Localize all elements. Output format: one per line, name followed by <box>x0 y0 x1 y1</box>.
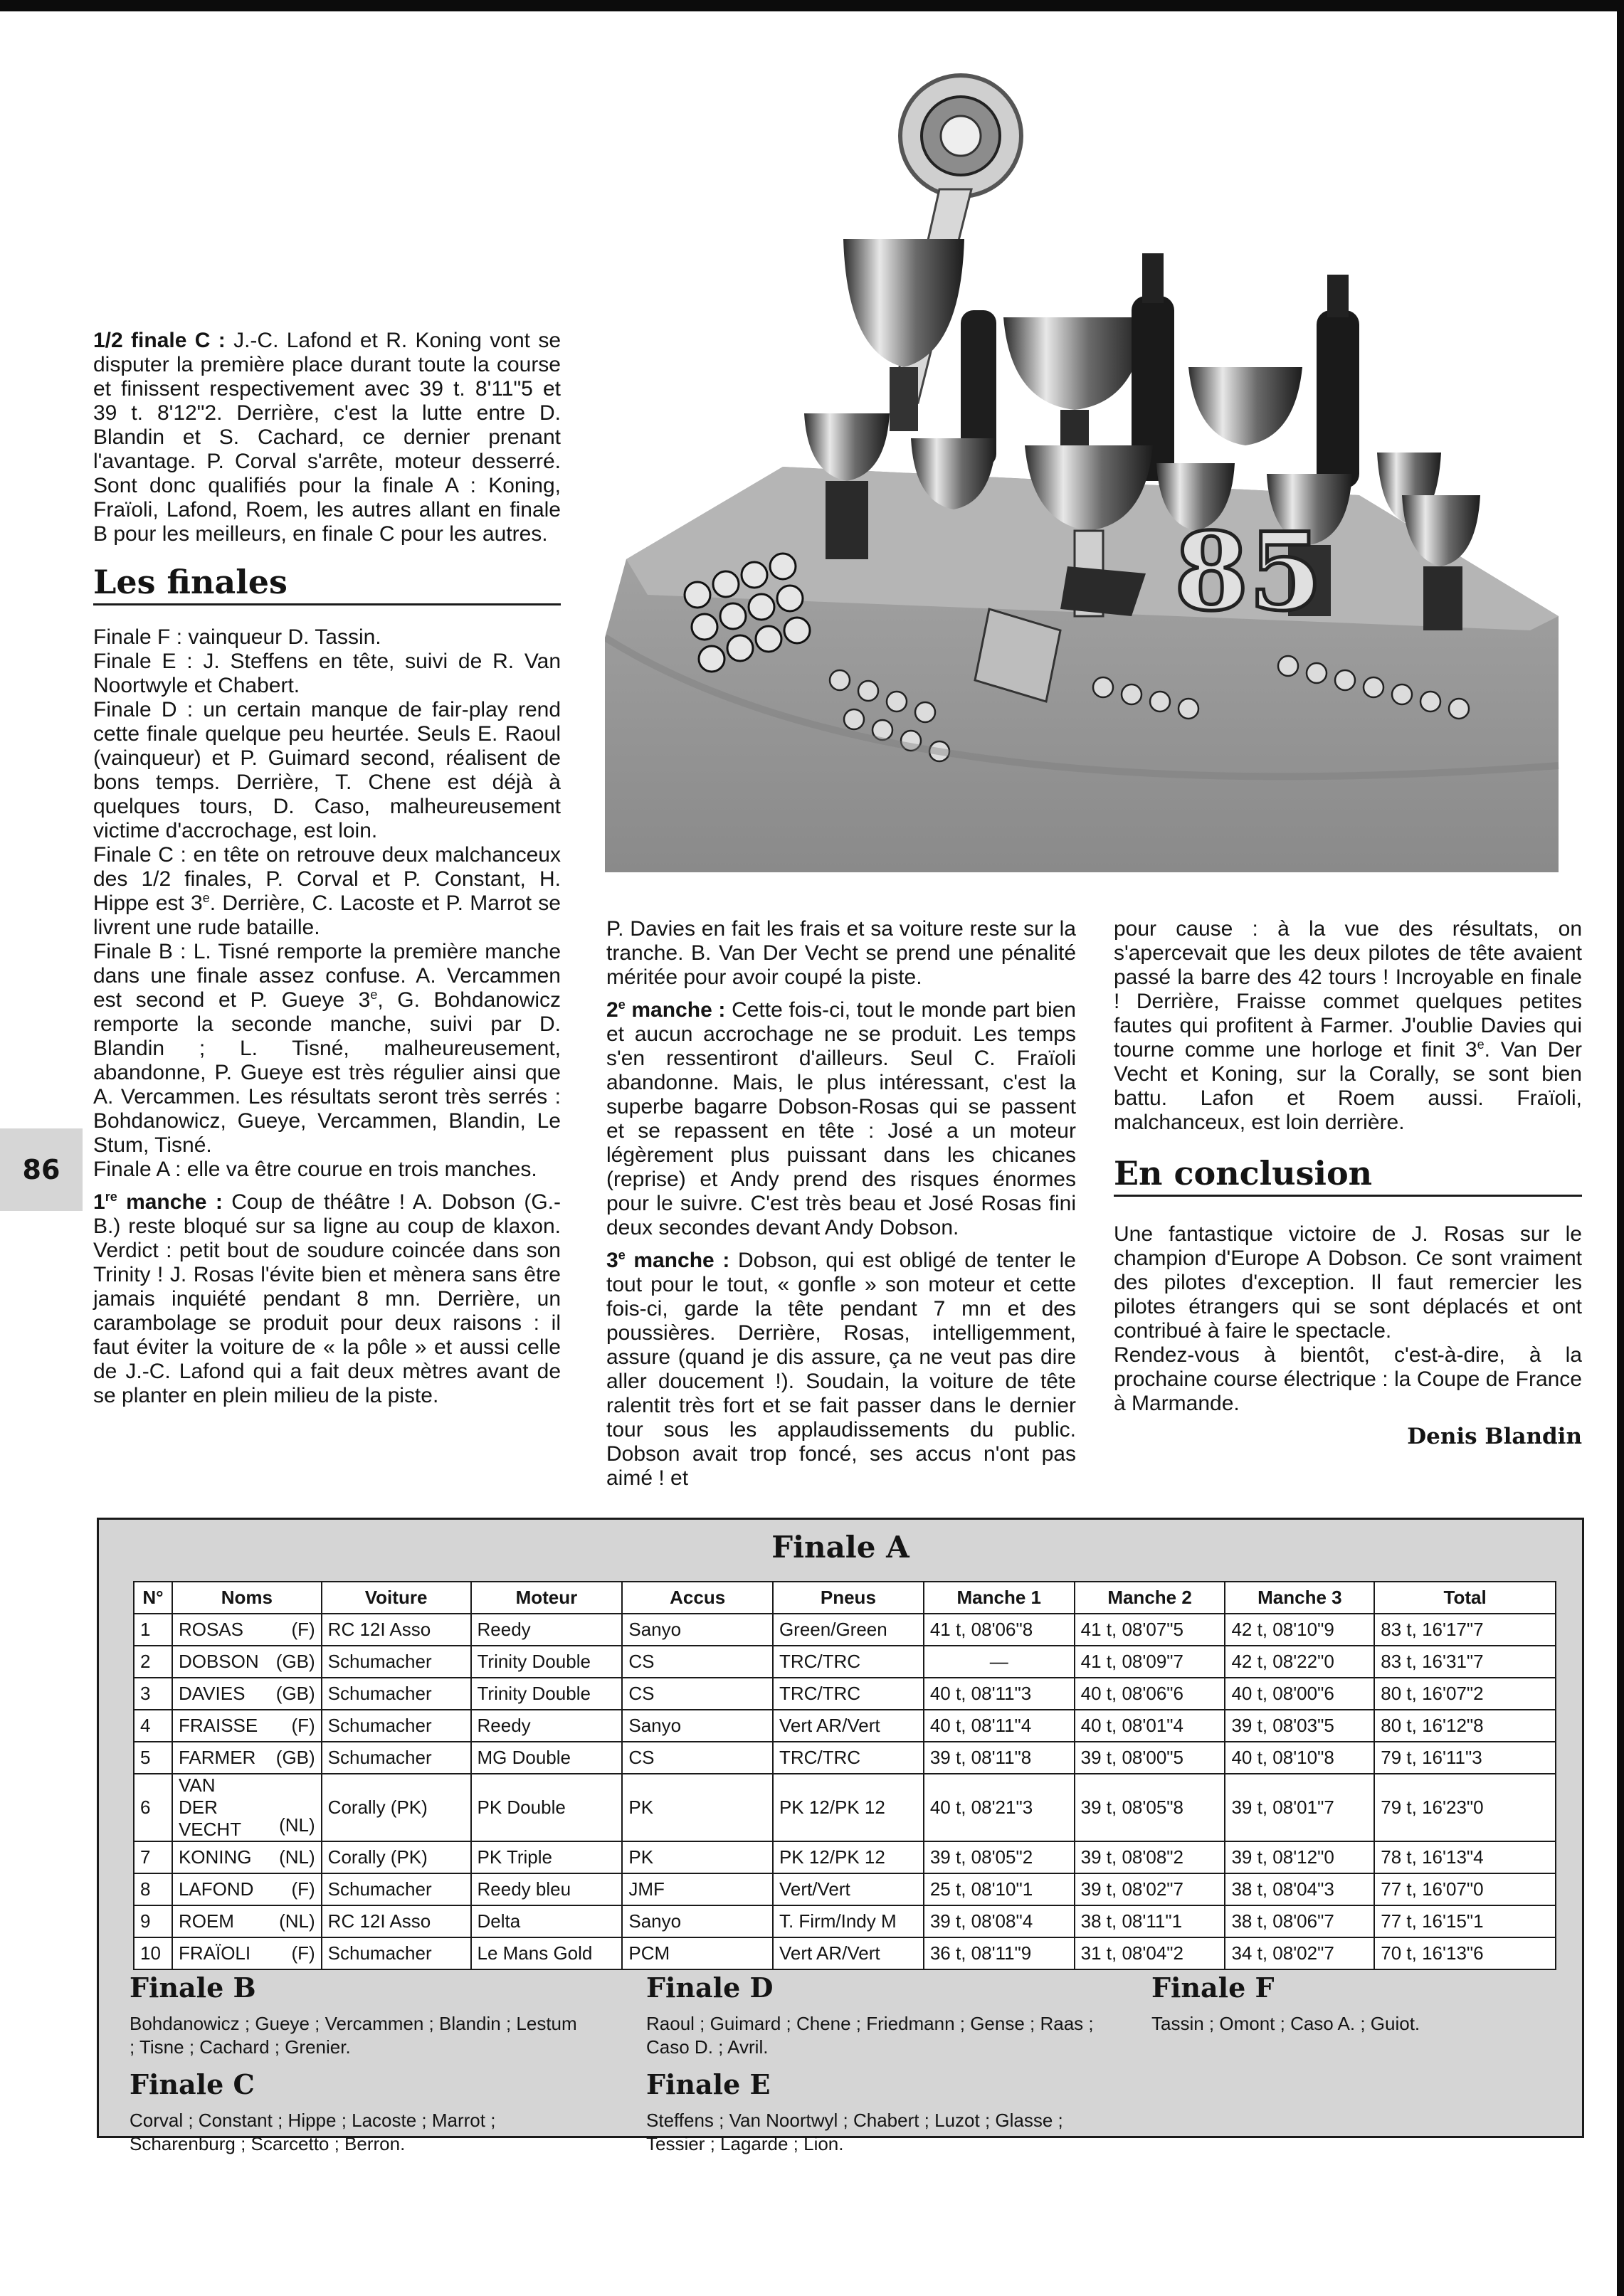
manche-1-lead <box>93 1190 223 1214</box>
finale-d-block <box>646 1971 1102 2059</box>
col-header: Manche 3 <box>1225 1582 1374 1614</box>
finale-b-paragraph <box>93 940 561 1158</box>
finale-c-block <box>130 2068 585 2156</box>
results-table-body <box>134 1614 1556 1969</box>
cell-total: 80 t, 16'12"8 <box>1374 1710 1556 1742</box>
col-header: Accus <box>622 1582 773 1614</box>
cell-voiture: RC 12I Asso <box>322 1905 471 1937</box>
cell-nom <box>172 1710 322 1742</box>
manche-3-paragraph <box>606 1249 1076 1491</box>
driver-name: FRAÏOLI <box>178 1942 251 1964</box>
cell-voiture: Corally (PK) <box>322 1774 471 1841</box>
driver-country: (NL) <box>279 1846 315 1868</box>
driver-country: (GB) <box>275 1651 315 1672</box>
col-header: N° <box>134 1582 172 1614</box>
manche-3-label: manche : <box>625 1249 730 1272</box>
cell-accus: PK <box>622 1774 773 1841</box>
cell-pneus: Vert/Vert <box>773 1873 924 1905</box>
cell-pneus: Vert AR/Vert <box>773 1937 924 1969</box>
cell-accus: CS <box>622 1742 773 1774</box>
finale-d-list: Raoul ; Guimard ; Chene ; Friedmann ; Gense ; Raas ; Caso D. ; Avril. <box>646 2013 1094 2058</box>
manche-1-paragraph <box>93 1190 561 1408</box>
cell-m1: 39 t, 08'08"4 <box>924 1905 1075 1937</box>
ordinal-sup: e <box>202 891 210 905</box>
table-row <box>134 1937 1556 1969</box>
finale-c-paragraph <box>93 843 561 940</box>
finale-f-title: Finale F <box>1151 1972 1275 2004</box>
cell-total: 77 t, 16'07"0 <box>1374 1873 1556 1905</box>
cell-accus: Sanyo <box>622 1710 773 1742</box>
cell-voiture: Schumacher <box>322 1873 471 1905</box>
col-header: Pneus <box>773 1582 924 1614</box>
cell-n: 10 <box>134 1937 172 1969</box>
finale-d-paragraph: Finale D : un certain manque de fair-play rend cette finale quelque peu heurtée. Seuls E. Raoul (vainqueur) et P. Guimard second, réalisent de bons temps. Derrière, T. Chene est déjà à quelques tours, D. Caso, malheureusement victime d'accrochage, est loin. <box>93 698 561 842</box>
table-row <box>134 1710 1556 1742</box>
table-row <box>134 1774 1556 1841</box>
cell-nom <box>172 1774 322 1841</box>
cell-m2: 40 t, 08'06"6 <box>1075 1678 1225 1710</box>
manche-2-number: 2 <box>606 998 618 1022</box>
cell-total: 80 t, 16'07"2 <box>1374 1678 1556 1710</box>
cell-total: 77 t, 16'15"1 <box>1374 1905 1556 1937</box>
cell-m3: 39 t, 08'01"7 <box>1225 1774 1374 1841</box>
right-paragraph-1-b: . Van Der Vecht et Koning, sur la Corally, se sont bien battu. Lafon et Roem aussi. Fraïoli, malchanceux, est loin derrière. <box>1114 1038 1582 1134</box>
driver-name: FRAISSE <box>178 1715 258 1736</box>
cell-accus: CS <box>622 1678 773 1710</box>
cell-nom <box>172 1905 322 1937</box>
ordinal-sup: re <box>105 1190 117 1204</box>
middle-column <box>606 917 1076 1491</box>
cell-n: 4 <box>134 1710 172 1742</box>
cell-m2: 38 t, 08'11"1 <box>1075 1905 1225 1937</box>
cell-pneus: TRC/TRC <box>773 1678 924 1710</box>
driver-country: (F) <box>291 1942 315 1964</box>
manche-1-number: 1 <box>93 1190 105 1214</box>
cell-m3: 40 t, 08'00"6 <box>1225 1678 1374 1710</box>
cell-m1: 36 t, 08'11"9 <box>924 1937 1075 1969</box>
right-paragraph-1-a: pour cause : à la vue des résultats, on s'apercevait que les deux pilotes de tête avaient passé la barre des 42 tours ! Incroyable en finale ! Derrière, Fraisse commet quelques petites fautes qui profitent à Farmer. J'oublie Davies qui tourne comme une horloge et finit 3 <box>1114 917 1582 1062</box>
col-header: Moteur <box>471 1582 623 1614</box>
cell-moteur: Trinity Double <box>471 1678 623 1710</box>
table-row <box>134 1646 1556 1678</box>
cell-nom <box>172 1937 322 1969</box>
driver-name: LAFOND <box>178 1878 254 1900</box>
driver-name: KONING <box>178 1846 252 1868</box>
finale-f-paragraph: Finale F : vainqueur D. Tassin. <box>93 625 381 649</box>
cell-accus: Sanyo <box>622 1905 773 1937</box>
cell-moteur: Reedy <box>471 1710 623 1742</box>
finale-d-title: Finale D <box>646 1972 774 2004</box>
cell-voiture: Schumacher <box>322 1678 471 1710</box>
cell-m1: 39 t, 08'05"2 <box>924 1841 1075 1873</box>
right-paragraph-1 <box>1114 917 1582 1135</box>
cell-nom <box>172 1678 322 1710</box>
right-column <box>1114 917 1582 1449</box>
manche-2-text: Cette fois-ci, tout le monde part bien et aucun accrochage ne se produit. Les temps s'en ressentiront d'ailleurs. Seul C. Fraïoli abandonne. Mais, le plus intéressant, c'est la superbe bagarre Dobson-Rosas qui se passent et se repassent en tête : José a un moteur légèrement plus puissant dans les chicanes (reprise) et Andy prend des risques énormes pour le suivre. C'est très beau et José Rosas fini deux secondes devant Andy Dobson. <box>606 998 1076 1239</box>
col-header: Voiture <box>322 1582 471 1614</box>
ordinal-sup: e <box>370 988 378 1002</box>
cell-accus: PK <box>622 1841 773 1873</box>
driver-country: (F) <box>291 1619 315 1640</box>
cell-m1: 39 t, 08'11"8 <box>924 1742 1075 1774</box>
manche-2-label: manche : <box>625 998 726 1022</box>
svg-text:85: 85 <box>1174 509 1323 635</box>
cell-n: 9 <box>134 1905 172 1937</box>
conclusion-paragraph-1: Une fantastique victoire de J. Rosas sur le champion d'Europe A Dobson. Ce sont vraiment des pilotes d'exception. Il faut remercier les pilotes étrangers qui se sont déplacés et ont contribué à faire le spectacle. <box>1114 1222 1582 1343</box>
driver-country: (F) <box>291 1715 315 1736</box>
finale-e-list: Steffens ; Van Noortwyl ; Chabert ; Luzot ; Glasse ; Tessier ; Lagarde ; Lion. <box>646 2110 1063 2154</box>
cell-m1: 40 t, 08'11"3 <box>924 1678 1075 1710</box>
finale-c-list: Corval ; Constant ; Hippe ; Lacoste ; Marrot ; Scharenburg ; Scarcetto ; Berron. <box>130 2110 496 2154</box>
cell-voiture: Schumacher <box>322 1710 471 1742</box>
cell-pneus: PK 12/PK 12 <box>773 1841 924 1873</box>
table-row <box>134 1742 1556 1774</box>
col-header: Noms <box>172 1582 322 1614</box>
cell-pneus: PK 12/PK 12 <box>773 1774 924 1841</box>
cell-m1: 40 t, 08'21"3 <box>924 1774 1075 1841</box>
cell-total: 83 t, 16'31"7 <box>1374 1646 1556 1678</box>
page-number: 86 <box>0 1128 83 1211</box>
manche-3-lead <box>606 1249 729 1272</box>
cell-nom <box>172 1646 322 1678</box>
driver-country: (GB) <box>275 1683 315 1704</box>
cell-nom <box>172 1614 322 1646</box>
cell-moteur: Reedy <box>471 1614 623 1646</box>
finale-f-list: Tassin ; Omont ; Caso A. ; Guiot. <box>1151 2013 1420 2034</box>
manche-1-label: manche : <box>117 1190 223 1214</box>
cell-m1: — <box>924 1646 1075 1678</box>
cell-m3: 38 t, 08'06"7 <box>1225 1905 1374 1937</box>
cell-moteur: Trinity Double <box>471 1646 623 1678</box>
manche-3-number: 3 <box>606 1249 618 1272</box>
cell-pneus: Green/Green <box>773 1614 924 1646</box>
cell-accus: Sanyo <box>622 1614 773 1646</box>
author-signature: Denis Blandin <box>1407 1424 1582 1449</box>
semifinal-c-lead: 1/2 finale C : <box>93 329 226 352</box>
conclusion-paragraph-2: Rendez-vous à bientôt, c'est-à-dire, à la prochaine course électrique : la Coupe de France à Marmande. <box>1114 1343 1582 1415</box>
results-title: Finale A <box>771 1530 909 1565</box>
cell-moteur: PK Triple <box>471 1841 623 1873</box>
cell-m1: 25 t, 08'10"1 <box>924 1873 1075 1905</box>
driver-country: (NL) <box>279 1910 315 1932</box>
cell-m2: 41 t, 08'07"5 <box>1075 1614 1225 1646</box>
driver-country: (F) <box>291 1878 315 1900</box>
cell-n: 1 <box>134 1614 172 1646</box>
cell-n: 2 <box>134 1646 172 1678</box>
cell-total: 70 t, 16'13"6 <box>1374 1937 1556 1969</box>
cell-pneus: T. Firm/Indy M <box>773 1905 924 1937</box>
finale-b-block <box>130 1971 585 2059</box>
cell-total: 83 t, 16'17"7 <box>1374 1614 1556 1646</box>
col-header: Manche 1 <box>924 1582 1075 1614</box>
manche-1-text: Coup de théâtre ! A. Dobson (G.-B.) reste bloqué sur sa ligne au coup de klaxon. Verdict : petit bout de soudure coincée dans son Trinity ! J. Rosas l'évite bien et mènera sans être jamais inquiété pendant 8 mn. Derrière, un carambolage se produit pour deux raisons : il faut éviter la voiture de « la pôle » et aussi celle de J.-C. Lafond qui a fait deux mètres avant de se planter en plein milieu de la piste. <box>93 1190 561 1407</box>
cell-m3: 39 t, 08'03"5 <box>1225 1710 1374 1742</box>
finale-b-list: Bohdanowicz ; Gueye ; Vercammen ; Blandin ; Lestum ; Tisne ; Cachard ; Grenier. <box>130 2013 577 2058</box>
finale-a-paragraph: Finale A : elle va être courue en trois manches. <box>93 1158 537 1181</box>
finale-f-block <box>1151 1971 1550 2036</box>
cell-m2: 39 t, 08'02"7 <box>1075 1873 1225 1905</box>
driver-name: VAN DER VECHT <box>178 1774 242 1840</box>
cell-n: 7 <box>134 1841 172 1873</box>
driver-name: FARMER <box>178 1747 256 1768</box>
mid-paragraph-1: P. Davies en fait les frais et sa voiture reste sur la tranche. B. Van Der Vecht se prend une pénalité méritée pour avoir coupé la piste. <box>606 917 1076 989</box>
left-column <box>93 329 561 1408</box>
driver-name: ROEM <box>178 1910 234 1932</box>
cell-m3: 38 t, 08'04"3 <box>1225 1873 1374 1905</box>
cell-voiture: Schumacher <box>322 1646 471 1678</box>
table-row <box>134 1678 1556 1710</box>
cell-moteur: MG Double <box>471 1742 623 1774</box>
table-row <box>134 1905 1556 1937</box>
manche-3-text: Dobson, qui est obligé de tenter le tout pour le tout, « gonfle » son moteur et cette fois-ci, garde la tête pendant 7 mn et des poussières. Derrière, Rosas, intelligemment, assure (quand je dis assure, ça ne veut pas dire aller doucement !). Soudain, la voiture de tête ralentit très fort et se fait passer dans le dernier tour sous les applaudissements du public. Dobson avait trop foncé, ses accus n'ont pas aimé ! et <box>606 1249 1076 1490</box>
section-heading-conclusion: En conclusion <box>1114 1153 1582 1197</box>
ordinal-sup: e <box>1477 1037 1485 1052</box>
finale-c-title: Finale C <box>130 2068 255 2100</box>
cell-voiture: Schumacher <box>322 1742 471 1774</box>
cell-m3: 40 t, 08'10"8 <box>1225 1742 1374 1774</box>
driver-name: DAVIES <box>178 1683 246 1704</box>
finale-b-text-b: , G. Bohdanowicz remporte la seconde manche, suivi par D. Blandin ; L. Tisné, malheureusement, abandonne, P. Gueye est très régulier ainsi que A. Vercammen. Les résultats seront très serrés : Bohdanowicz, Gueye, Vercammen, Blandin, Le Stum, Tisné. <box>93 988 561 1157</box>
cell-m2: 40 t, 08'01"4 <box>1075 1710 1225 1742</box>
table-row <box>134 1841 1556 1873</box>
cell-moteur: Delta <box>471 1905 623 1937</box>
cell-voiture: Corally (PK) <box>322 1841 471 1873</box>
finale-e-paragraph: Finale E : J. Steffens en tête, suivi de R. Van Noortwyle et Chabert. <box>93 650 561 697</box>
cell-m3: 34 t, 08'02"7 <box>1225 1937 1374 1969</box>
cell-m3: 42 t, 08'22"0 <box>1225 1646 1374 1678</box>
cell-total: 78 t, 16'13"4 <box>1374 1841 1556 1873</box>
table-header-row <box>134 1582 1556 1614</box>
cell-accus: PCM <box>622 1937 773 1969</box>
cell-m2: 39 t, 08'05"8 <box>1075 1774 1225 1841</box>
finale-b-title: Finale B <box>130 1972 256 2004</box>
cell-m2: 31 t, 08'04"2 <box>1075 1937 1225 1969</box>
driver-name: DOBSON <box>178 1651 259 1672</box>
finale-e-block <box>646 2068 1102 2156</box>
driver-country: (NL) <box>279 1814 315 1836</box>
cell-voiture: RC 12I Asso <box>322 1614 471 1646</box>
cell-m3: 39 t, 08'12"0 <box>1225 1841 1374 1873</box>
cell-n: 6 <box>134 1774 172 1841</box>
manche-2-paragraph <box>606 998 1076 1240</box>
finale-c-text-a: Finale C : en tête on retrouve deux malchanceux des 1/2 finales, P. Corval et P. Constant, H. Hippe est 3 <box>93 843 561 915</box>
cell-m3: 42 t, 08'10"9 <box>1225 1614 1374 1646</box>
driver-name: ROSAS <box>178 1619 243 1640</box>
cell-total: 79 t, 16'23"0 <box>1374 1774 1556 1841</box>
cell-pneus: TRC/TRC <box>773 1742 924 1774</box>
results-table <box>133 1581 1556 1970</box>
table-row <box>134 1873 1556 1905</box>
ordinal-sup: e <box>618 998 626 1012</box>
col-header: Manche 2 <box>1075 1582 1225 1614</box>
semifinal-c-text: J.-C. Lafond et R. Koning vont se disputer la première place durant toute la course et finissent respectivement avec 39 t. 8'11"5 et 39 t. 8'12"2. Derrière, c'est la lutte entre D. Blandin et S. Cachard, ce dernier prenant l'avantage. P. Corval s'arrête, moteur desserré. Sont donc qualifiés pour la finale A : Koning, Fraïoli, Lafond, Roem, les autres allant en finale B pour les meilleurs, en finale C pour les autres. <box>93 329 561 546</box>
table-row <box>134 1614 1556 1646</box>
cell-accus: CS <box>622 1646 773 1678</box>
right-border <box>1617 0 1624 2296</box>
cell-nom <box>172 1742 322 1774</box>
cell-n: 5 <box>134 1742 172 1774</box>
ordinal-sup: e <box>618 1248 626 1262</box>
top-border <box>0 0 1624 11</box>
finale-c-text-b: . Derrière, C. Lacoste et P. Marrot se livrent une rude bataille. <box>93 892 561 939</box>
cell-voiture: Schumacher <box>322 1937 471 1969</box>
manche-2-lead <box>606 998 725 1022</box>
cell-n: 8 <box>134 1873 172 1905</box>
trophies-photo <box>605 68 1566 872</box>
col-header: Total <box>1374 1582 1556 1614</box>
finale-b-text-a: Finale B : L. Tisné remporte la première manche dans une finale assez confuse. A. Vercammen est second et P. Gueye 3 <box>93 940 561 1012</box>
cell-m2: 41 t, 08'09"7 <box>1075 1646 1225 1678</box>
driver-country: (GB) <box>275 1747 315 1768</box>
cell-total: 79 t, 16'11"3 <box>1374 1742 1556 1774</box>
cell-m1: 40 t, 08'11"4 <box>924 1710 1075 1742</box>
finale-e-title: Finale E <box>646 2068 771 2100</box>
cell-moteur: Reedy bleu <box>471 1873 623 1905</box>
cell-nom <box>172 1841 322 1873</box>
cell-pneus: Vert AR/Vert <box>773 1710 924 1742</box>
cell-nom <box>172 1873 322 1905</box>
cell-m2: 39 t, 08'00"5 <box>1075 1742 1225 1774</box>
section-heading-finales: Les finales <box>93 562 561 605</box>
cell-moteur: Le Mans Gold <box>471 1937 623 1969</box>
cell-m1: 41 t, 08'06"8 <box>924 1614 1075 1646</box>
cell-moteur: PK Double <box>471 1774 623 1841</box>
cell-accus: JMF <box>622 1873 773 1905</box>
semifinal-c-paragraph <box>93 329 561 546</box>
cell-n: 3 <box>134 1678 172 1710</box>
cell-m2: 39 t, 08'08"2 <box>1075 1841 1225 1873</box>
cell-pneus: TRC/TRC <box>773 1646 924 1678</box>
